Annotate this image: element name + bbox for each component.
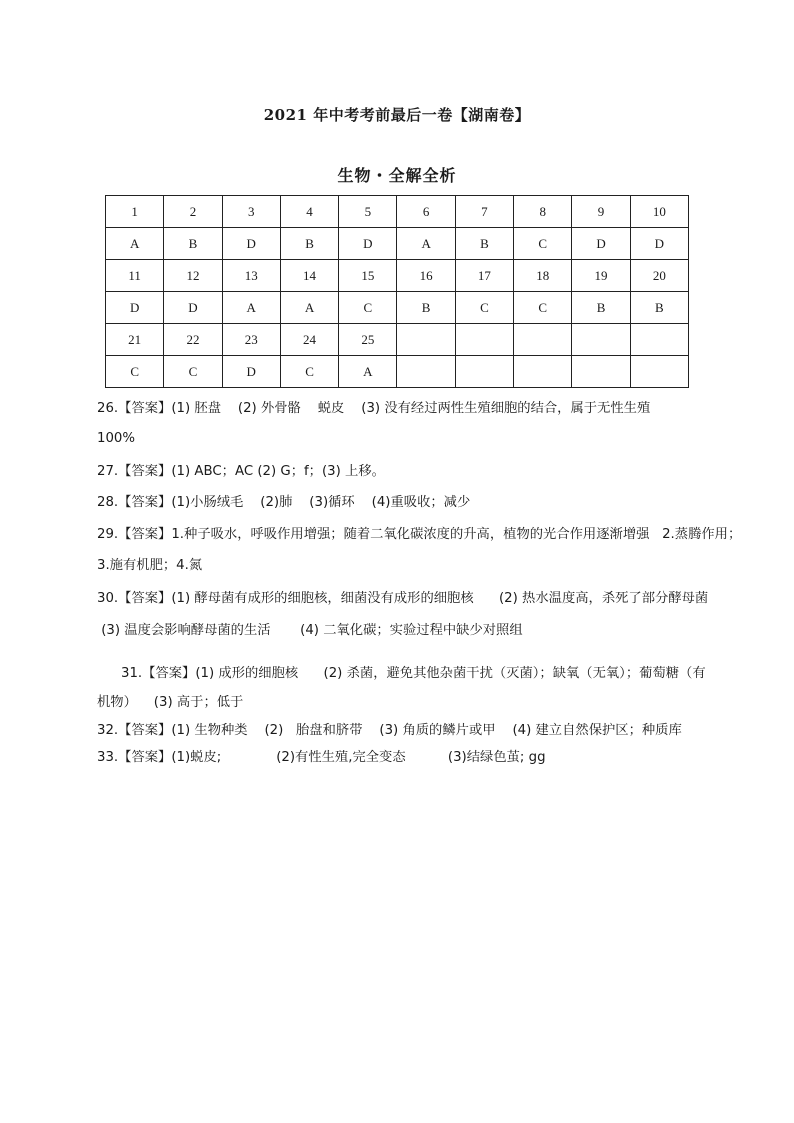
table-cell: 14	[280, 260, 338, 292]
answer-29-line1: 29.【答案】1.种子吸水，呼吸作用增强；随着二氧化碳浓度的升高，植物的光合作用逐渐增强 2.蒸腾作用；	[97, 527, 742, 542]
table-cell	[397, 324, 455, 356]
table-cell: 24	[280, 324, 338, 356]
table-row	[106, 228, 689, 260]
table-cell: D	[339, 228, 397, 260]
table-cell: 6	[397, 196, 455, 228]
table-cell: 8	[514, 196, 572, 228]
table-cell: C	[164, 356, 222, 388]
table-cell: 21	[106, 324, 164, 356]
answer-28: 28.【答案】(1)小肠绒毛 (2)肺 (3)循环 (4)重吸收；减少	[97, 495, 471, 510]
answer-27: 27.【答案】(1) ABC；AC (2) G；f；(3) 上移。	[97, 464, 385, 479]
table-cell	[630, 324, 688, 356]
table-cell: 23	[222, 324, 280, 356]
answer-26-line2: 100%	[97, 431, 136, 446]
table-cell: D	[572, 228, 630, 260]
table-cell: 2	[164, 196, 222, 228]
table-cell: C	[514, 228, 572, 260]
table-cell: C	[514, 292, 572, 324]
table-row	[106, 356, 689, 388]
table-cell: 12	[164, 260, 222, 292]
answer-31-line1: 31.【答案】(1) 成形的细胞核 (2) 杀菌，避免其他杂菌干扰（灭菌）；缺氧（无氧）；葡萄糖（有	[121, 666, 706, 681]
answer-32: 32.【答案】(1) 生物种类 (2) 胎盘和脐带 (3) 角质的鳞片或甲 (4) 建立自然保护区；种质库	[97, 723, 682, 738]
table-cell: D	[222, 356, 280, 388]
answer-table	[105, 195, 689, 388]
table-cell: 25	[339, 324, 397, 356]
page-title: 2021 年中考考前最后一卷【湖南卷】	[263, 106, 531, 124]
table-row	[106, 260, 689, 292]
table-row	[106, 324, 689, 356]
table-cell: B	[572, 292, 630, 324]
table-cell: A	[222, 292, 280, 324]
table-cell: B	[455, 228, 513, 260]
table-cell: 19	[572, 260, 630, 292]
table-cell: 20	[630, 260, 688, 292]
table-cell: D	[106, 292, 164, 324]
table-cell: 17	[455, 260, 513, 292]
table-row	[106, 292, 689, 324]
table-cell: B	[164, 228, 222, 260]
table-cell: C	[455, 292, 513, 324]
table-cell	[397, 356, 455, 388]
table-cell: C	[280, 356, 338, 388]
table-cell: D	[164, 292, 222, 324]
table-cell	[572, 324, 630, 356]
table-cell: 11	[106, 260, 164, 292]
table-row	[106, 196, 689, 228]
table-cell: 5	[339, 196, 397, 228]
answer-33: 33.【答案】(1)蜕皮; (2)有性生殖,完全变态 (3)结绿色茧; gg	[97, 750, 546, 765]
table-cell: C	[339, 292, 397, 324]
answer-29-line2: 3.施有机肥；4.氮	[97, 558, 203, 573]
table-cell: B	[630, 292, 688, 324]
table-cell: A	[106, 228, 164, 260]
table-cell: B	[397, 292, 455, 324]
table-cell: A	[397, 228, 455, 260]
table-cell: 1	[106, 196, 164, 228]
answer-30-line2: (3) 温度会影响酵母菌的生活 (4) 二氧化碳；实验过程中缺少对照组	[97, 623, 523, 638]
table-cell: 9	[572, 196, 630, 228]
table-cell	[514, 356, 572, 388]
table-cell: 10	[630, 196, 688, 228]
table-cell: 13	[222, 260, 280, 292]
table-cell: B	[280, 228, 338, 260]
table-cell: 22	[164, 324, 222, 356]
table-cell	[514, 324, 572, 356]
table-cell: 3	[222, 196, 280, 228]
table-cell: D	[630, 228, 688, 260]
table-cell: 7	[455, 196, 513, 228]
table-cell: 15	[339, 260, 397, 292]
table-cell: A	[280, 292, 338, 324]
answer-31-line2: 机物） (3) 高于；低于	[97, 695, 244, 710]
table-cell	[455, 356, 513, 388]
table-cell: 4	[280, 196, 338, 228]
table-cell: A	[339, 356, 397, 388]
table-cell	[630, 356, 688, 388]
table-cell: D	[222, 228, 280, 260]
table-cell: C	[106, 356, 164, 388]
table-cell	[572, 356, 630, 388]
table-cell: 16	[397, 260, 455, 292]
answer-26-line1: 26.【答案】(1) 胚盘 (2) 外骨骼 蜕皮 (3) 没有经过两性生殖细胞的结合，属于无性生殖	[97, 401, 651, 416]
table-cell: 18	[514, 260, 572, 292]
answer-30-line1: 30.【答案】(1) 酵母菌有成形的细胞核，细菌没有成形的细胞核 (2) 热水温度高，杀死了部分酵母菌	[97, 591, 709, 606]
page-subtitle: 生物・全解全析	[337, 166, 457, 185]
table-cell	[455, 324, 513, 356]
